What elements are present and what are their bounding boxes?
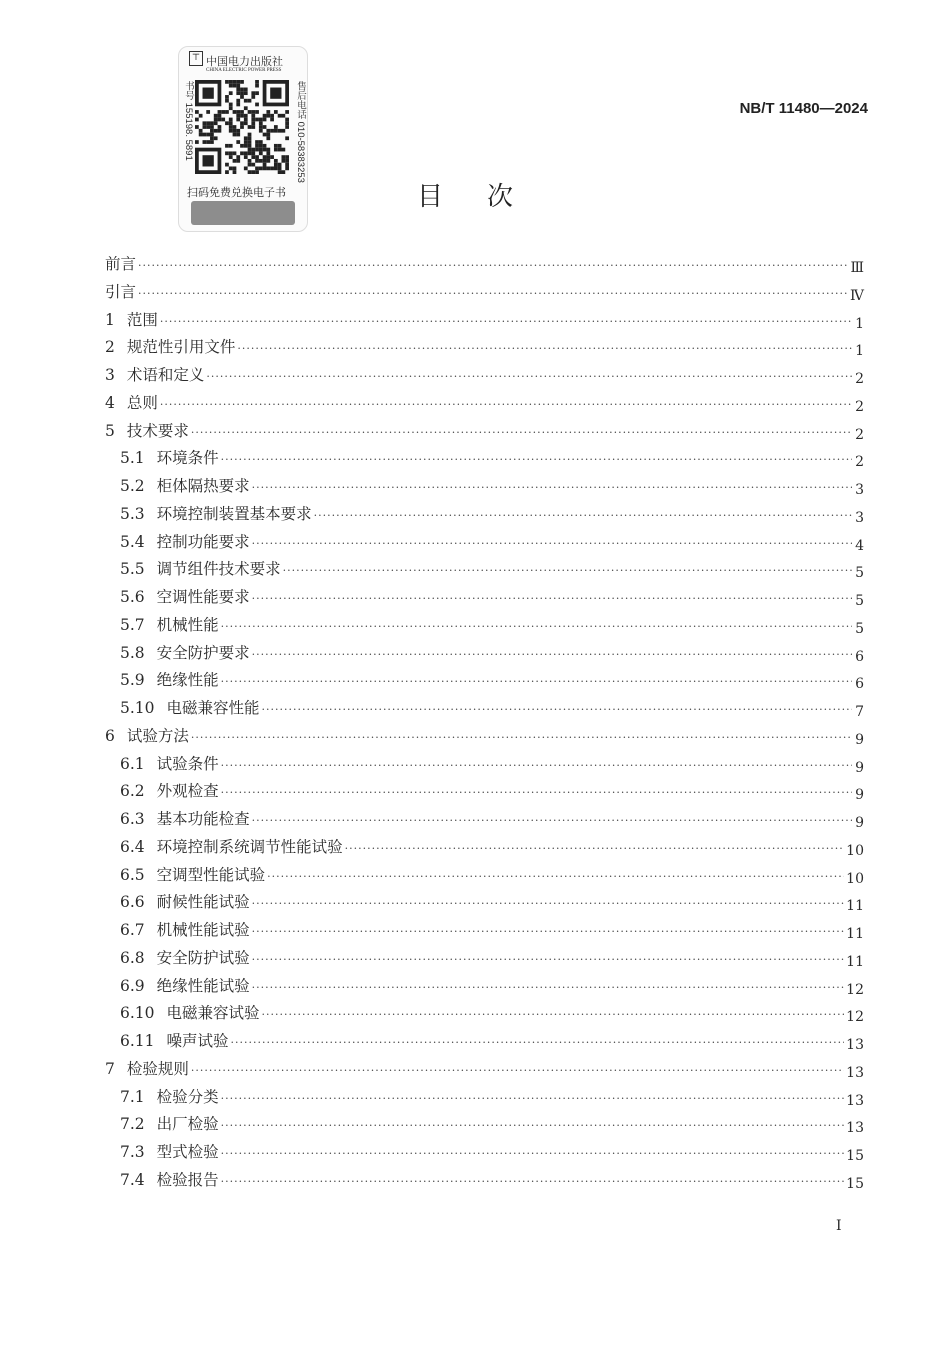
dot-leader bbox=[252, 981, 845, 994]
dot-leader bbox=[283, 564, 852, 577]
scan-instruction: 扫码免费兑换电子书 bbox=[187, 187, 286, 199]
dot-leader bbox=[221, 620, 852, 633]
toc-entry-number: 6.1 bbox=[120, 754, 145, 773]
toc-entry-title: 安全防护要求 bbox=[156, 643, 250, 662]
toc-entry-title: 环境条件 bbox=[156, 449, 219, 468]
toc-entry-number: 5.7 bbox=[120, 615, 145, 634]
hotline: 售后电话 010-58383253 bbox=[295, 81, 306, 183]
dot-leader bbox=[314, 509, 852, 522]
toc-entry-title: 柜体隔热要求 bbox=[156, 477, 250, 495]
toc-entry[interactable] bbox=[120, 835, 864, 859]
toc-entry[interactable] bbox=[120, 1029, 864, 1053]
toc-entry[interactable] bbox=[105, 252, 864, 276]
dot-leader bbox=[160, 398, 852, 411]
toc-entry-number: 7.4 bbox=[120, 1170, 145, 1189]
toc-entry-number: 7.2 bbox=[120, 1115, 145, 1134]
dot-leader bbox=[237, 342, 852, 355]
toc-entry-title: 绝缘性能 bbox=[156, 671, 219, 690]
toc-entry-title: 试验方法 bbox=[126, 726, 189, 745]
page-title: 目次 bbox=[416, 182, 557, 212]
dot-leader bbox=[221, 1175, 845, 1188]
toc-entry-page: Ⅳ bbox=[850, 287, 864, 304]
toc-entry-page: 9 bbox=[855, 759, 864, 776]
document-code: NB/T 11480—2024 bbox=[739, 100, 868, 117]
toc-entry-number: 6.11 bbox=[120, 1032, 155, 1050]
toc-entry-page: 10 bbox=[846, 870, 864, 887]
toc-entry-title: 噪声试验 bbox=[166, 1032, 229, 1050]
toc-entry-page: 9 bbox=[855, 731, 864, 748]
toc-entry-page: 15 bbox=[846, 1175, 864, 1192]
toc-entry-page: Ⅲ bbox=[850, 260, 864, 276]
dot-leader bbox=[262, 703, 852, 716]
toc-entry-number: 7.3 bbox=[120, 1143, 145, 1161]
toc-entry-title: 检验规则 bbox=[126, 1059, 189, 1078]
toc-entry-number: 5.8 bbox=[120, 643, 145, 662]
toc-entry[interactable] bbox=[120, 446, 864, 470]
toc-entry-number: 6.5 bbox=[120, 865, 145, 884]
toc-entry[interactable] bbox=[120, 1168, 864, 1192]
toc-entry[interactable] bbox=[120, 974, 864, 998]
toc-entry-title: 规范性引用文件 bbox=[126, 338, 236, 357]
toc-entry[interactable] bbox=[105, 280, 864, 304]
toc-entry-page: 13 bbox=[846, 1092, 864, 1109]
toc-entry-number: 6.4 bbox=[120, 837, 145, 856]
toc-entry-number: 6 bbox=[105, 726, 115, 745]
page-number: I bbox=[836, 1218, 842, 1234]
qr-code[interactable] bbox=[195, 80, 289, 174]
toc-entry-number: 6.6 bbox=[120, 893, 145, 912]
toc-entry-title: 机械性能 bbox=[156, 615, 219, 634]
toc-entry-page: 10 bbox=[846, 842, 864, 859]
toc-entry-number: 6.2 bbox=[120, 782, 145, 801]
dot-leader bbox=[252, 925, 845, 938]
toc-entry-number: 2 bbox=[105, 338, 115, 357]
toc-entry-number: 1 bbox=[105, 310, 115, 329]
toc-entry-title: 控制功能要求 bbox=[156, 532, 250, 551]
toc-entry-title: 电磁兼容试验 bbox=[166, 1004, 260, 1023]
toc-entry-number: 5.6 bbox=[120, 588, 145, 606]
toc-entry-number: 4 bbox=[105, 393, 115, 412]
toc-entry[interactable] bbox=[120, 502, 864, 526]
toc-entry-page: 6 bbox=[855, 648, 864, 665]
dot-leader bbox=[160, 315, 852, 328]
toc-entry-page: 15 bbox=[846, 1148, 864, 1164]
toc-entry-number: 5 bbox=[105, 421, 115, 440]
toc-entry-number: 5.2 bbox=[120, 477, 145, 495]
toc-entry-title: 耐候性能试验 bbox=[156, 893, 250, 912]
toc-entry-title: 出厂检验 bbox=[156, 1115, 219, 1134]
toc-entry-number: 5.5 bbox=[120, 560, 145, 579]
toc-entry[interactable] bbox=[120, 946, 864, 970]
toc-entry-page: 3 bbox=[855, 482, 864, 498]
dot-leader bbox=[138, 287, 848, 300]
dot-leader bbox=[252, 648, 852, 661]
toc-entry-page: 3 bbox=[855, 509, 864, 526]
dot-leader bbox=[252, 537, 852, 550]
toc-entry-title: 前言 bbox=[105, 255, 137, 273]
toc-entry-title: 术语和定义 bbox=[126, 366, 205, 384]
toc-entry-number: 7 bbox=[105, 1059, 115, 1078]
toc-entry-page: 2 bbox=[855, 454, 864, 471]
toc-entry[interactable] bbox=[105, 724, 864, 748]
dot-leader bbox=[221, 1092, 845, 1105]
toc-entry-title: 技术要求 bbox=[126, 421, 189, 440]
toc-entry-title: 绝缘性能试验 bbox=[156, 976, 250, 995]
toc-entry-title: 电磁兼容性能 bbox=[166, 699, 260, 717]
toc-entry-number: 5.4 bbox=[120, 532, 145, 551]
toc-entry[interactable] bbox=[120, 474, 864, 498]
toc-entry[interactable] bbox=[120, 863, 864, 887]
dot-leader bbox=[262, 1008, 845, 1021]
dot-leader bbox=[231, 1036, 845, 1049]
publisher-name: 中国电力出版社 bbox=[206, 55, 283, 68]
toc-entry-number: 3 bbox=[105, 366, 115, 384]
toc-entry-page: 2 bbox=[855, 398, 864, 415]
dot-leader bbox=[252, 481, 852, 494]
publisher-name-en: CHINA ELECTRIC POWER PRESS bbox=[206, 68, 282, 73]
dot-leader bbox=[345, 842, 845, 855]
toc-entry[interactable] bbox=[120, 1140, 864, 1164]
dot-leader bbox=[191, 731, 852, 744]
toc-entry-page: 4 bbox=[855, 537, 864, 554]
toc-entry[interactable] bbox=[120, 779, 864, 803]
toc-entry-page: 2 bbox=[855, 371, 864, 387]
toc-entry-title: 型式检验 bbox=[156, 1143, 219, 1161]
toc-entry-title: 检验分类 bbox=[156, 1087, 219, 1106]
toc-entry-number: 7.1 bbox=[120, 1087, 145, 1106]
dot-leader bbox=[252, 953, 845, 966]
toc-entry[interactable] bbox=[120, 585, 864, 609]
toc-entry-page: 5 bbox=[855, 565, 864, 582]
toc-entry-title: 安全防护试验 bbox=[156, 948, 250, 967]
toc-entry[interactable] bbox=[120, 752, 864, 776]
toc-entry[interactable] bbox=[120, 807, 864, 831]
toc-entry-number: 6.3 bbox=[120, 810, 145, 828]
toc-entry-title: 引言 bbox=[105, 282, 137, 301]
toc-entry-page: 1 bbox=[855, 343, 864, 360]
dot-leader bbox=[267, 870, 844, 883]
dot-leader bbox=[221, 675, 852, 688]
toc-entry[interactable] bbox=[120, 1001, 864, 1025]
toc-entry[interactable] bbox=[120, 890, 864, 914]
toc-entry-title: 检验报告 bbox=[156, 1170, 219, 1189]
toc-entry-page: 2 bbox=[855, 426, 864, 443]
toc-entry-page: 12 bbox=[846, 1009, 864, 1026]
toc-entry[interactable] bbox=[120, 918, 864, 942]
toc-entry[interactable] bbox=[120, 668, 864, 692]
toc-entry[interactable] bbox=[120, 530, 864, 554]
toc-entry[interactable] bbox=[105, 1057, 864, 1081]
dot-leader bbox=[206, 370, 852, 383]
toc-entry-page: 6 bbox=[855, 676, 864, 693]
toc-entry[interactable] bbox=[105, 308, 864, 332]
dot-leader bbox=[252, 897, 845, 910]
toc-entry-title: 外观检查 bbox=[156, 782, 219, 801]
toc-entry-title: 总则 bbox=[126, 393, 158, 412]
toc-entry-title: 调节组件技术要求 bbox=[156, 560, 281, 579]
dot-leader bbox=[221, 453, 852, 466]
toc-entry-title: 机械性能试验 bbox=[156, 921, 250, 939]
toc-entry-title: 环境控制系统调节性能试验 bbox=[156, 837, 343, 856]
toc-entry-number: 5.9 bbox=[120, 671, 145, 690]
toc-entry-page: 5 bbox=[855, 593, 864, 609]
toc-entry-page: 13 bbox=[846, 1120, 864, 1137]
toc-entry-number: 6.8 bbox=[120, 948, 145, 967]
toc-entry[interactable] bbox=[120, 1085, 864, 1109]
dot-leader bbox=[191, 1064, 844, 1077]
toc-entry-page: 11 bbox=[846, 898, 864, 915]
toc-entry-page: 9 bbox=[855, 815, 864, 831]
dot-leader bbox=[221, 1147, 845, 1160]
toc-entry-number: 5.1 bbox=[120, 449, 145, 468]
toc-entry[interactable] bbox=[105, 391, 864, 415]
dot-leader bbox=[252, 592, 852, 605]
toc-entry-page: 1 bbox=[855, 315, 864, 332]
toc-entry-page: 9 bbox=[855, 787, 864, 804]
toc-entry[interactable] bbox=[105, 419, 864, 443]
toc-entry-page: 5 bbox=[855, 620, 864, 637]
toc-entry[interactable] bbox=[105, 363, 864, 387]
toc-entry-page: 13 bbox=[846, 1037, 864, 1053]
toc-entry-title: 空调性能要求 bbox=[156, 588, 250, 606]
dot-leader bbox=[191, 426, 852, 439]
toc-entry-page: 11 bbox=[846, 953, 864, 970]
toc-entry-number: 6.9 bbox=[120, 976, 145, 995]
toc-entry[interactable] bbox=[120, 696, 864, 720]
dot-leader bbox=[138, 259, 848, 272]
toc-entry-title: 空调型性能试验 bbox=[156, 865, 266, 884]
publisher-logo-icon: ⊤ bbox=[189, 51, 203, 66]
toc-entry-page: 7 bbox=[855, 704, 864, 720]
toc-entry[interactable] bbox=[105, 335, 864, 359]
dot-leader bbox=[252, 814, 852, 827]
toc-entry[interactable] bbox=[120, 1112, 864, 1136]
toc-entry-number: 5.10 bbox=[120, 699, 155, 717]
dot-leader bbox=[221, 1119, 845, 1132]
toc-entry-page: 11 bbox=[846, 926, 864, 942]
dot-leader bbox=[221, 786, 852, 799]
toc-entry[interactable] bbox=[120, 641, 864, 665]
toc-entry-title: 基本功能检查 bbox=[156, 810, 250, 828]
toc-entry[interactable] bbox=[120, 613, 864, 637]
toc-entry-number: 6.7 bbox=[120, 921, 145, 939]
dot-leader bbox=[221, 759, 852, 772]
toc-entry-title: 环境控制装置基本要求 bbox=[156, 504, 312, 523]
toc-entry-page: 12 bbox=[846, 981, 864, 998]
book-number: 书号 155198. 5891 bbox=[183, 81, 194, 161]
toc-entry-number: 5.3 bbox=[120, 504, 145, 523]
toc-entry[interactable] bbox=[120, 557, 864, 581]
toc-entry-title: 范围 bbox=[126, 310, 158, 329]
toc-entry-page: 13 bbox=[846, 1064, 864, 1081]
toc-entry-number: 6.10 bbox=[120, 1004, 155, 1023]
toc-entry-title: 试验条件 bbox=[156, 754, 219, 773]
